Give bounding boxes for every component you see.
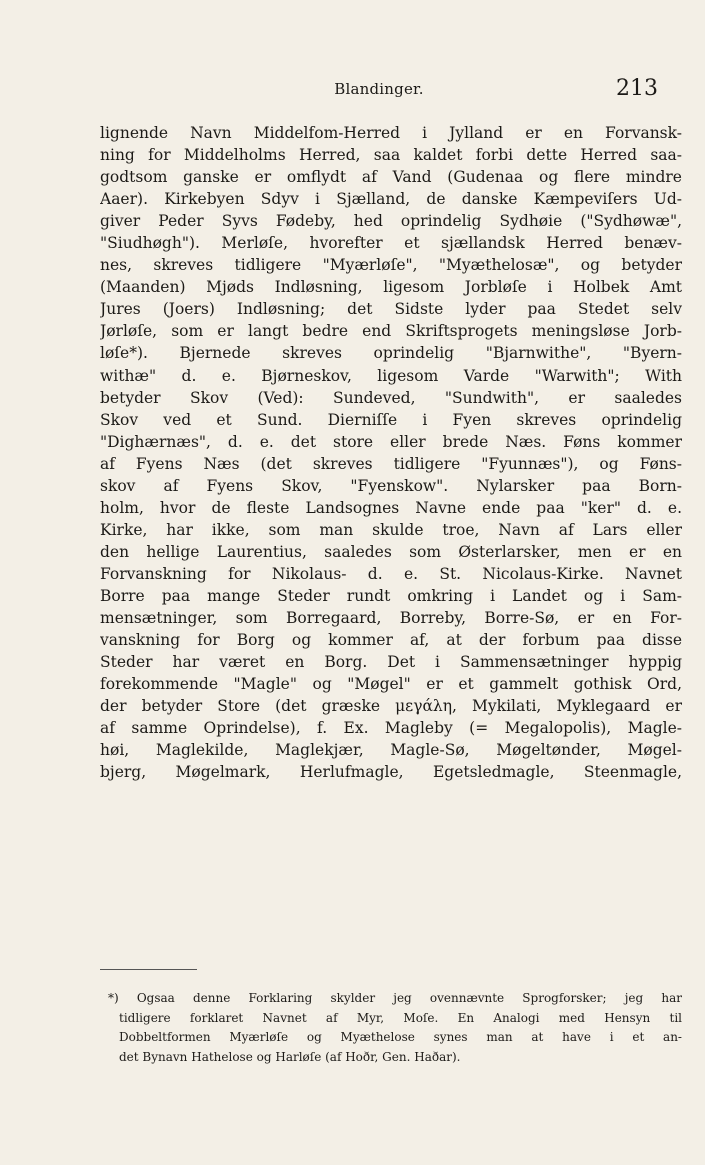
text-line: giver Peder Syvs Fødeby, hed oprindelig Sydhøie ("Sydhøwæ", (100, 212, 682, 231)
text-line: withæ" d. e. Bjørneskov, ligesom Varde "Warwith"; With (100, 366, 682, 385)
footnote-rule (100, 969, 197, 970)
text-line: af Fyens Næs (det skreves tidligere "Fyunnæs"), og Føns- (100, 454, 682, 473)
text-line: (Maanden) Mjøds Indløsning, ligesom Jorbløſe i Holbek Amt (100, 278, 682, 297)
text-line: "Dighærnæs", d. e. det store eller brede Næs. Føns kommer (100, 432, 682, 451)
text-line: forekommende "Magle" og "Møgel" er et gammelt gothisk Ord, (100, 675, 682, 694)
body-text (100, 122, 682, 783)
text-line: vanskning for Borg og kommer af, at der forbum paa disse (100, 631, 682, 650)
text-line: der betyder Store (det græske μεγάλη, Mykilati, Myklegaard er (100, 697, 682, 716)
text-line: Steder har været en Borg. Det i Sammensætninger hyppig (100, 653, 682, 672)
text-line: den hellige Laurentius, saaledes som Østerlarsker, men er en (100, 542, 682, 561)
text-line: nes, skreves tidligere "Myærløſe", "Myæthelosæ", og betyder (100, 256, 682, 275)
footnote-line: tidligere forklaret Navnet af Myr, Moſe. En Analogi med Hensyn til (119, 1010, 682, 1025)
text-line: Aaer). Kirkebyen Sdyv i Sjælland, de danske Kæmpeviſers Ud- (100, 190, 682, 209)
footnote (100, 989, 682, 1067)
text-line: godtsom ganske er omflydt af Vand (Gudenaa og flere mindre (100, 168, 682, 187)
text-line: holm, hvor de fleste Landsognes Navne ende paa "ker" d. e. (100, 498, 682, 517)
text-line: bjerg, Møgelmark, Herlufmagle, Egetsledmagle, Steenmagle, (100, 763, 682, 782)
text-line: skov af Fyens Skov, "Fyenskow". Nylarsker paa Born- (100, 476, 682, 495)
page-number: 213 (616, 76, 658, 101)
text-line: "Siudhøgh"). Merløſe, hvorefter et sjællandsk Herred benæv- (100, 234, 682, 253)
text-line: lignende Navn Middelfom-Herred i Jylland er en Forvansk- (100, 124, 682, 142)
text-line: af samme Oprindelse), f. Ex. Magleby (= Megalopolis), Magle- (100, 719, 682, 738)
running-head: Blandinger. (334, 80, 424, 98)
text-line: høi, Maglekilde, Maglekjær, Magle-Sø, Møgeltønder, Møgel- (100, 741, 682, 760)
footnote-line: *) Ogsaa denne Forklaring skylder jeg ovennævnte Sprogforsker; jeg har (108, 991, 682, 1005)
text-line: Borre paa mange Steder rundt omkring i Landet og i Sam- (100, 586, 682, 605)
text-line: mensætninger, som Borregaard, Borreby, Borre-Sø, er en For- (100, 609, 682, 628)
page-header (100, 76, 658, 106)
text-line: Forvanskning for Nikolaus- d. e. St. Nicolaus-Kirke. Navnet (100, 564, 682, 583)
text-line: ning for Middelholms Herred, saa kaldet forbi dette Herred saa- (100, 146, 682, 165)
text-line: Jures (Joers) Indløsning; det Sidste lyder paa Stedet selv (100, 300, 682, 319)
footnote-line: Dobbeltformen Myærløſe og Myæthelose synes man at have i et an- (119, 1030, 682, 1044)
text-line: betyder Skov (Ved): Sundeved, "Sundwith", er saaledes (100, 388, 682, 407)
text-line: Skov ved et Sund. Dierniſſe i Fyen skreves oprindelig (100, 410, 682, 429)
text-line: Kirke, har ikke, som man skulde troe, Navn af Lars eller (100, 520, 682, 539)
footnote-line: det Bynavn Hathelose og Harløſe (af Hoðr, Gen. Haðar). (119, 1049, 461, 1064)
text-line: løſe*). Bjernede skreves oprindelig "Bjarnwithe", "Byern- (100, 344, 682, 363)
text-line: Jørløſe, som er langt bedre end Skriftsprogets meningsløse Jorb- (100, 322, 682, 341)
